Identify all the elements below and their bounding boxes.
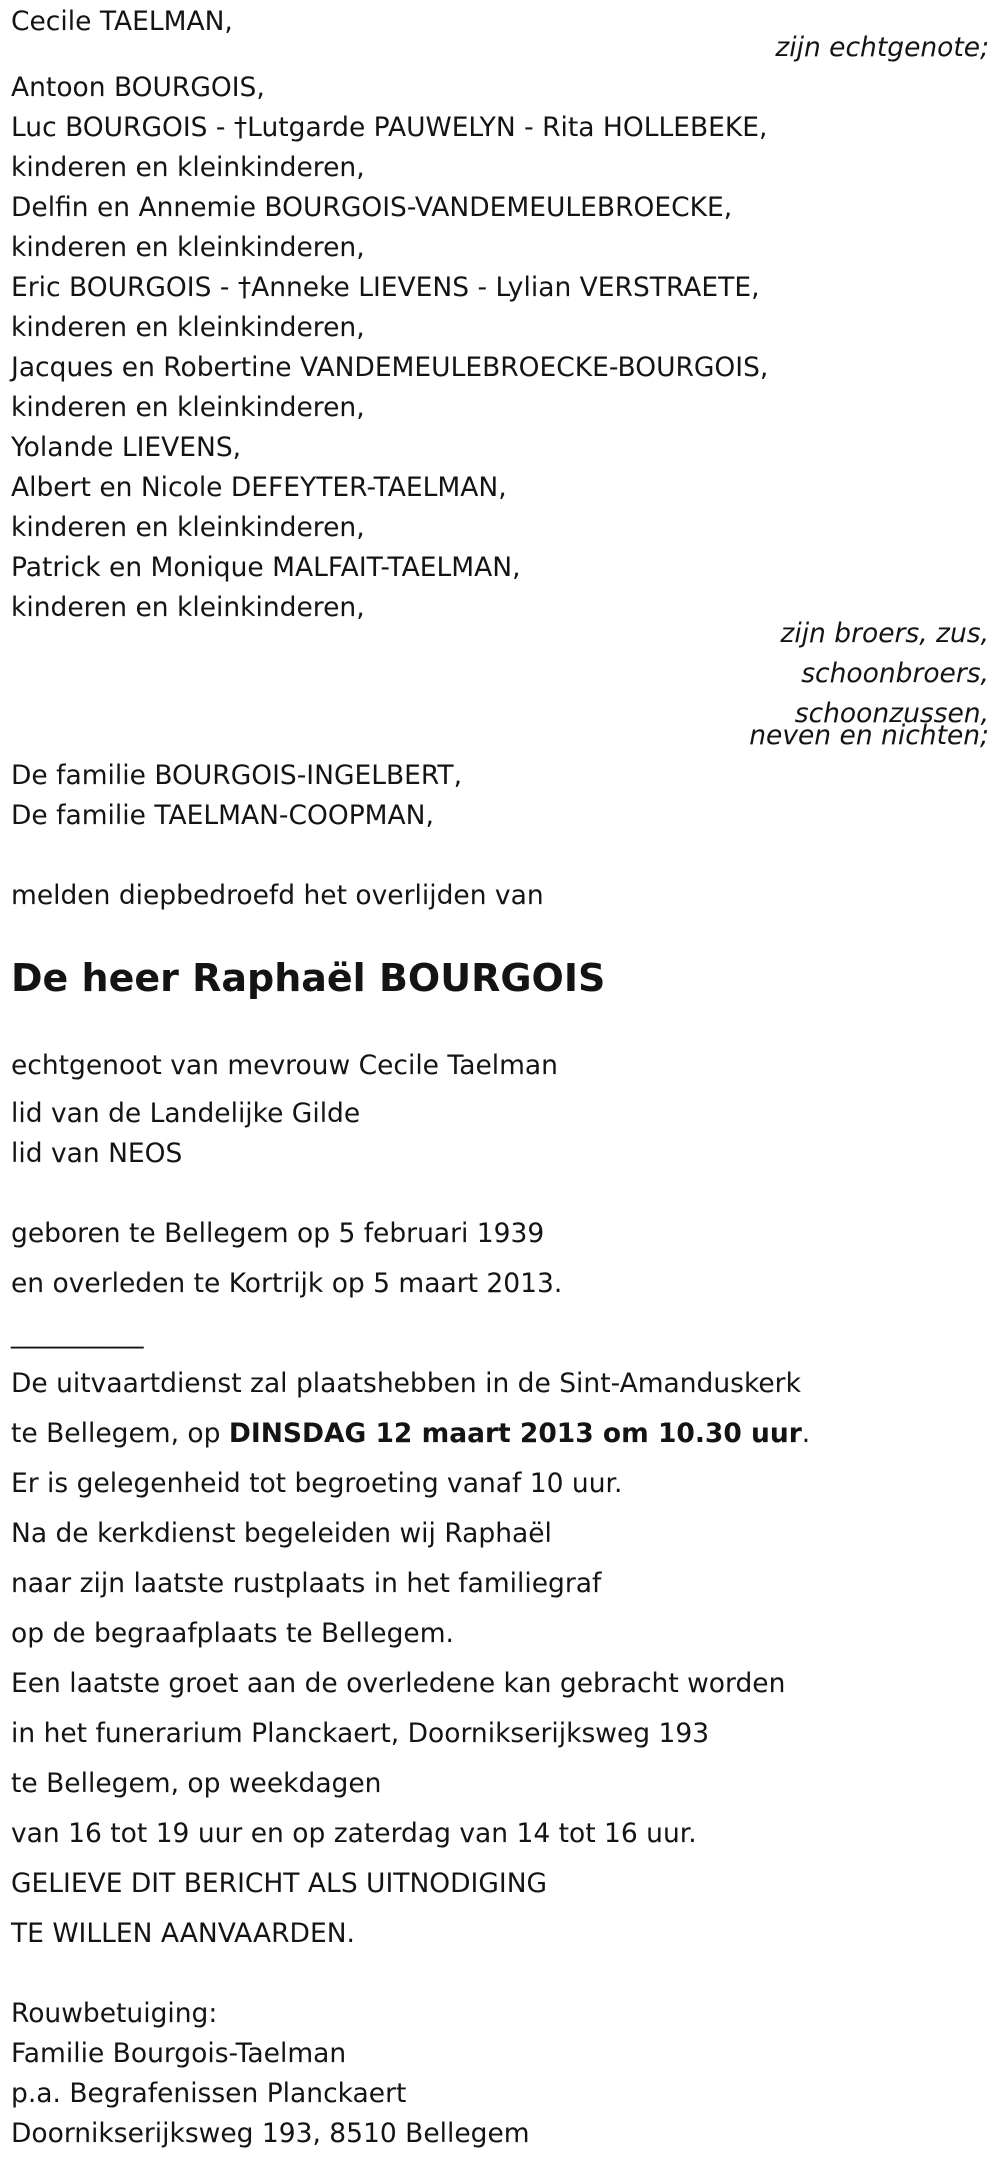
funeral-line: van 16 tot 19 uur en op zaterdag van 14 tot 16 uur. bbox=[11, 1818, 697, 1849]
family-member-line: Albert en Nicole DEFEYTER-TAELMAN, bbox=[11, 472, 507, 503]
funeral-date-highlight: DINSDAG 12 maart 2013 om 10.30 uur bbox=[228, 1418, 802, 1449]
family-member-line: kinderen en kleinkinderen, bbox=[11, 392, 365, 423]
funeral-line: Na de kerkdienst begeleiden wij Raphaël bbox=[11, 1518, 552, 1549]
funeral-line: Er is gelegenheid tot begroeting vanaf 10 uur. bbox=[11, 1468, 623, 1499]
deceased-detail: echtgenoot van mevrouw Cecile Taelman bbox=[11, 1050, 558, 1081]
funeral-line: naar zijn laatste rustplaats in het familiegraf bbox=[11, 1568, 602, 1599]
spouse-name: Cecile TAELMAN, bbox=[11, 6, 233, 37]
funeral-line: te Bellegem, op weekdagen bbox=[11, 1768, 382, 1799]
family-line: De familie TAELMAN-COOPMAN, bbox=[11, 800, 434, 831]
death-line: en overleden te Kortrijk op 5 maart 2013. bbox=[11, 1268, 563, 1299]
family-member-line: kinderen en kleinkinderen, bbox=[11, 152, 365, 183]
announcement-intro: melden diepbedroefd het overlijden van bbox=[11, 880, 544, 911]
funeral-line: Een laatste groet aan de overledene kan gebracht worden bbox=[11, 1668, 786, 1699]
family-member-line: Antoon BOURGOIS, bbox=[11, 72, 265, 103]
family-member-line: Jacques en Robertine VANDEMEULEBROECKE-BOURGOIS, bbox=[11, 352, 769, 383]
family-member-line: Luc BOURGOIS - †Lutgarde PAUWELYN - Rita HOLLEBEKE, bbox=[11, 112, 768, 143]
family-member-line: kinderen en kleinkinderen, bbox=[11, 592, 365, 623]
deceased-name: De heer Raphaël BOURGOIS bbox=[11, 956, 606, 1000]
birth-line: geboren te Bellegem op 5 februari 1939 bbox=[11, 1218, 545, 1249]
condolences-line: p.a. Begrafenissen Planckaert bbox=[11, 2078, 407, 2109]
family-member-line: Delfin en Annemie BOURGOIS-VANDEMEULEBROECKE, bbox=[11, 192, 733, 223]
condolences-heading: Rouwbetuiging: bbox=[11, 1998, 218, 2029]
deceased-detail: lid van de Landelijke Gilde bbox=[11, 1098, 361, 1129]
deceased-detail: lid van NEOS bbox=[11, 1138, 183, 1169]
funeral-line: TE WILLEN AANVAARDEN. bbox=[11, 1918, 355, 1949]
family-member-line: kinderen en kleinkinderen, bbox=[11, 512, 365, 543]
family-member-line: Eric BOURGOIS - †Anneke LIEVENS - Lylian VERSTRAETE, bbox=[11, 272, 760, 303]
funeral-line: op de begraafplaats te Bellegem. bbox=[11, 1618, 454, 1649]
funeral-line: GELIEVE DIT BERICHT ALS UITNODIGING bbox=[11, 1868, 548, 1899]
family-member-line: Patrick en Monique MALFAIT-TAELMAN, bbox=[11, 552, 521, 583]
funeral-date-line bbox=[11, 1418, 810, 1450]
condolences-line: Doornikserijksweg 193, 8510 Bellegem bbox=[11, 2118, 530, 2149]
family-member-line: kinderen en kleinkinderen, bbox=[11, 232, 365, 263]
funeral-line: De uitvaartdienst zal plaatshebben in de Sint-Amanduskerk bbox=[11, 1368, 801, 1399]
spouse-role: zijn echtgenote; bbox=[775, 32, 989, 63]
family-member-line: kinderen en kleinkinderen, bbox=[11, 312, 365, 343]
funeral-date-prefix: te Bellegem, op bbox=[11, 1418, 229, 1449]
funeral-line: in het funerarium Planckaert, Doornikserijksweg 193 bbox=[11, 1718, 710, 1749]
family-line: De familie BOURGOIS-INGELBERT, bbox=[11, 760, 463, 791]
divider-line: __________ bbox=[11, 1318, 144, 1349]
funeral-date-suffix: . bbox=[801, 1418, 811, 1449]
condolences-line: Familie Bourgois-Taelman bbox=[11, 2038, 347, 2069]
family-role-line: neven en nichten; bbox=[749, 720, 989, 751]
family-role-line: schoonbroers, bbox=[801, 658, 989, 689]
family-role-line: zijn broers, zus, bbox=[780, 618, 989, 649]
family-member-line: Yolande LIEVENS, bbox=[11, 432, 242, 463]
family-role-line: schoonzussen, bbox=[794, 698, 989, 729]
